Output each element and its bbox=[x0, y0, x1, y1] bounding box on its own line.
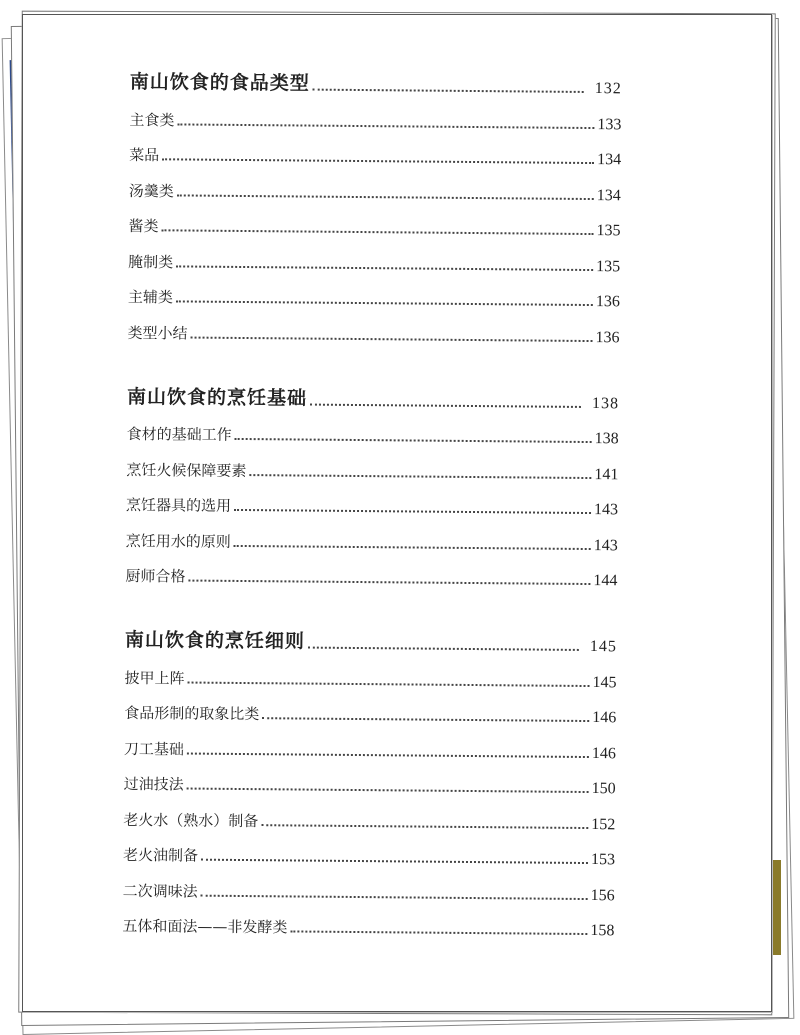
dot-leader bbox=[310, 403, 581, 407]
entry-title: 汤羹类 bbox=[128, 181, 174, 200]
entry-title: 主辅类 bbox=[127, 287, 173, 307]
dot-leader bbox=[177, 123, 594, 129]
page-number: 158 bbox=[590, 922, 615, 940]
entry-title: 食品形制的取象比类 bbox=[124, 703, 260, 724]
page-number: 143 bbox=[593, 501, 619, 519]
toc-entry[interactable] bbox=[127, 408, 619, 448]
page-number: 138 bbox=[591, 394, 620, 412]
entry-title: 老火油制备 bbox=[122, 845, 199, 865]
toc-entry[interactable] bbox=[128, 200, 620, 240]
toc-entry[interactable] bbox=[126, 479, 618, 519]
toc-entry[interactable] bbox=[129, 165, 621, 205]
entry-title: 烹饪火候保障要素 bbox=[126, 460, 247, 480]
page-number: 141 bbox=[594, 465, 619, 483]
page-number: 133 bbox=[597, 115, 622, 133]
section-title: 南山饮食的烹饪基础 bbox=[126, 385, 308, 410]
page-number: 156 bbox=[590, 886, 615, 904]
page-number: 145 bbox=[592, 673, 617, 691]
dot-leader bbox=[188, 580, 590, 586]
dot-leader bbox=[187, 788, 589, 794]
dot-leader bbox=[261, 824, 588, 829]
entry-title: 烹饪器具的选用 bbox=[126, 495, 232, 515]
dot-leader bbox=[201, 894, 588, 899]
dot-leader bbox=[161, 229, 593, 235]
page-number: 145 bbox=[589, 638, 617, 656]
toc-entry[interactable] bbox=[122, 900, 614, 940]
dot-leader bbox=[313, 89, 584, 93]
dot-leader bbox=[176, 300, 593, 306]
entry-title: 烹饪用水的原则 bbox=[125, 531, 231, 551]
section-title: 南山饮食的食品类型 bbox=[129, 70, 310, 95]
page-number: 146 bbox=[591, 744, 617, 762]
toc-entry[interactable] bbox=[129, 129, 621, 169]
toc-entry[interactable] bbox=[124, 687, 616, 727]
section-heading[interactable] bbox=[130, 56, 622, 98]
toc-entry[interactable] bbox=[129, 94, 621, 134]
dot-leader bbox=[201, 859, 588, 864]
page-number: 132 bbox=[594, 80, 622, 98]
page-number: 138 bbox=[594, 430, 619, 448]
entry-title: 老火水（熟水）制备 bbox=[123, 810, 259, 830]
page-number: 153 bbox=[590, 851, 616, 869]
page-number: 152 bbox=[591, 815, 616, 833]
entry-title: 类型小结 bbox=[127, 323, 188, 343]
dot-leader bbox=[262, 717, 589, 722]
dot-leader bbox=[191, 336, 593, 342]
toc-entry[interactable] bbox=[124, 723, 616, 763]
dot-leader bbox=[235, 438, 592, 443]
page-number: 134 bbox=[596, 186, 621, 204]
toc-entry[interactable] bbox=[123, 865, 615, 905]
entry-title: 过油技法 bbox=[123, 774, 184, 794]
page-number: 136 bbox=[595, 293, 620, 311]
section-title: 南山饮食的烹饪细则 bbox=[124, 628, 306, 653]
dot-leader bbox=[188, 681, 590, 687]
page-number: 134 bbox=[597, 151, 622, 169]
toc-entry[interactable] bbox=[124, 758, 616, 798]
toc-entry[interactable] bbox=[123, 794, 615, 834]
dot-leader bbox=[308, 647, 579, 651]
page-number: 143 bbox=[593, 536, 618, 554]
section-heading[interactable] bbox=[125, 614, 617, 656]
dot-leader bbox=[187, 752, 589, 758]
toc-entry[interactable] bbox=[125, 550, 617, 590]
dot-leader bbox=[162, 158, 594, 164]
page-number: 150 bbox=[591, 780, 616, 798]
toc-entry[interactable] bbox=[126, 515, 618, 555]
page-number: 136 bbox=[595, 328, 620, 346]
dot-leader bbox=[290, 930, 587, 935]
dot-leader bbox=[176, 265, 593, 271]
book-cover-edge-bottom bbox=[772, 860, 781, 955]
entry-title: 腌制类 bbox=[128, 252, 174, 271]
entry-title: 菜品 bbox=[129, 145, 160, 165]
entry-title: 五体和面法——非发酵类 bbox=[122, 916, 288, 937]
toc-entry[interactable] bbox=[126, 444, 618, 484]
dot-leader bbox=[177, 194, 594, 200]
dot-leader bbox=[234, 544, 591, 549]
table-of-contents bbox=[122, 56, 622, 968]
page-number: 135 bbox=[596, 257, 621, 275]
entry-title: 食材的基础工作 bbox=[126, 424, 232, 444]
toc-entry[interactable] bbox=[128, 271, 620, 311]
entry-title: 披甲上阵 bbox=[124, 668, 185, 687]
dot-leader bbox=[234, 509, 591, 514]
page-number: 146 bbox=[592, 709, 617, 727]
toc-section bbox=[125, 370, 619, 590]
toc-entry[interactable] bbox=[128, 236, 620, 276]
toc-entry[interactable] bbox=[123, 829, 615, 869]
entry-title: 酱类 bbox=[128, 216, 159, 236]
entry-title: 二次调味法 bbox=[122, 881, 198, 901]
toc-section bbox=[122, 614, 617, 940]
page-number: 135 bbox=[596, 222, 621, 240]
toc-entry[interactable] bbox=[127, 307, 619, 347]
toc-section bbox=[127, 56, 621, 347]
dot-leader bbox=[249, 474, 591, 479]
entry-title: 主食类 bbox=[129, 110, 175, 129]
toc-entry[interactable] bbox=[124, 652, 616, 692]
page-number: 144 bbox=[593, 572, 618, 590]
entry-title: 刀工基础 bbox=[123, 739, 185, 758]
section-heading[interactable] bbox=[127, 370, 619, 412]
entry-title: 厨师合格 bbox=[125, 566, 186, 586]
